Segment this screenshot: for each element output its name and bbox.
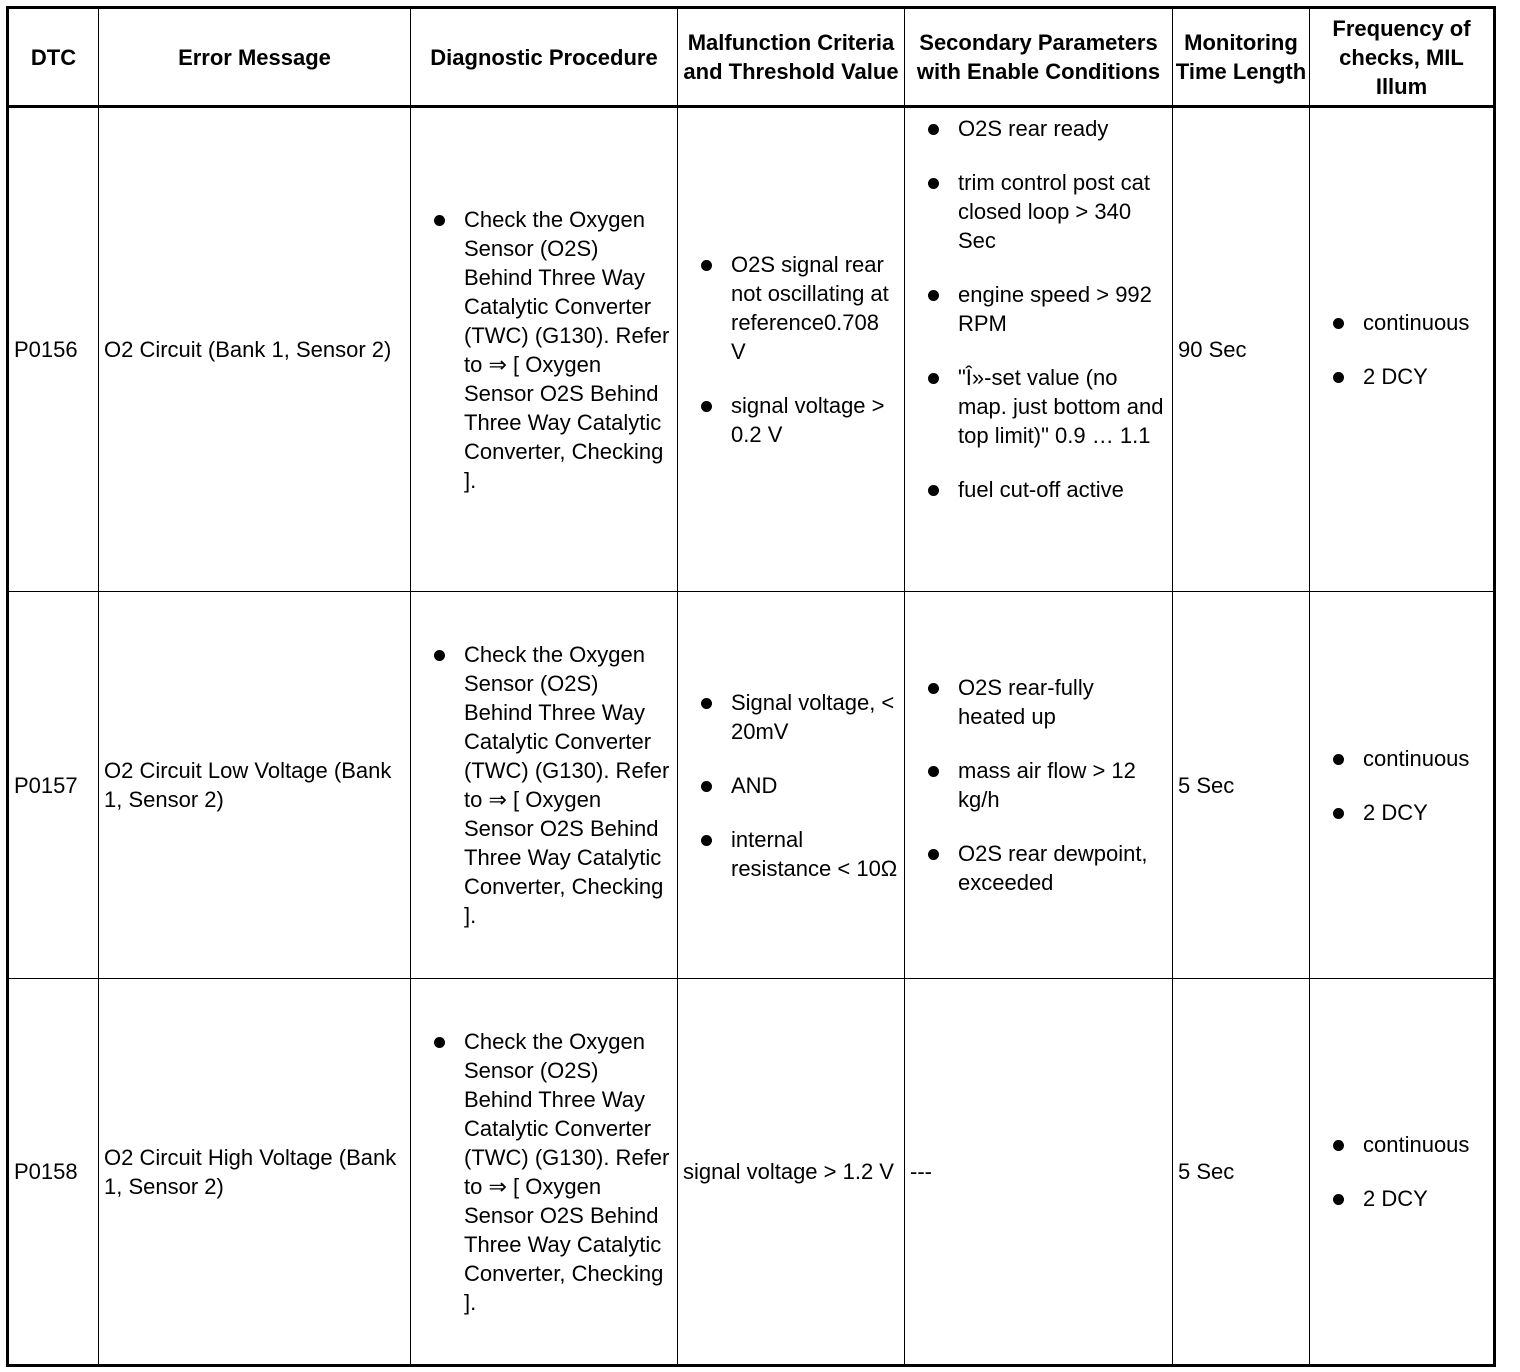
error-message: O2 Circuit Low Voltage (Bank 1, Sensor 2) <box>99 592 411 979</box>
dtc-code: P0158 <box>8 979 99 1366</box>
procedure-list <box>416 205 672 495</box>
error-message: O2 Circuit High Voltage (Bank 1, Sensor 2) <box>99 979 411 1366</box>
frequency-cell <box>1310 979 1495 1366</box>
monitoring-time: 5 Sec <box>1173 592 1310 979</box>
malfunction-list <box>683 688 899 883</box>
dtc-code: P0156 <box>8 107 99 592</box>
frequency-list <box>1315 744 1488 827</box>
malfunction-criteria-text: signal voltage > 1.2 V <box>678 979 905 1366</box>
header-error-message: Error Message <box>99 8 411 107</box>
header-monitoring-time: Monitoring Time Length <box>1173 8 1310 107</box>
malfunction-criteria-cell <box>678 592 905 979</box>
frequency-item: continuous <box>1315 308 1488 337</box>
malfunction-item: AND <box>683 771 899 800</box>
secondary-parameters-cell <box>905 592 1173 979</box>
monitoring-time: 5 Sec <box>1173 979 1310 1366</box>
header-diagnostic-procedure: Diagnostic Procedure <box>411 8 678 107</box>
secondary-list <box>910 673 1167 897</box>
table-row <box>8 979 1495 1366</box>
secondary-parameters-cell <box>905 107 1173 592</box>
secondary-item: engine speed > 992 RPM <box>910 280 1167 338</box>
procedure-list <box>416 640 672 930</box>
header-malfunction-criteria: Malfunction Criteria and Threshold Value <box>678 8 905 107</box>
frequency-item: 2 DCY <box>1315 362 1488 391</box>
header-frequency: Frequency of checks, MIL Illum <box>1310 8 1495 107</box>
secondary-item: O2S rear dewpoint, exceeded <box>910 839 1167 897</box>
frequency-cell <box>1310 107 1495 592</box>
secondary-item: O2S rear-fully heated up <box>910 673 1167 731</box>
secondary-parameters-text: --- <box>905 979 1173 1366</box>
secondary-list <box>910 114 1167 504</box>
secondary-item: "Î»-set value (no map. just bottom and top limit)" 0.9 … 1.1 <box>910 363 1167 450</box>
malfunction-list <box>683 250 899 449</box>
malfunction-item: signal voltage > 0.2 V <box>683 391 899 449</box>
malfunction-item: O2S signal rear not oscillating at reference0.708 V <box>683 250 899 366</box>
diagnostic-procedure-cell <box>411 592 678 979</box>
frequency-item: continuous <box>1315 744 1488 773</box>
procedure-item: Check the Oxygen Sensor (O2S) Behind Three Way Catalytic Converter (TWC) (G130). Refer to ⇒ [ Oxygen Sensor O2S Behind Three Way Catalytic Converter, Checking ]. <box>416 205 672 495</box>
header-row <box>8 8 1495 107</box>
monitoring-time: 90 Sec <box>1173 107 1310 592</box>
malfunction-item: Signal voltage, < 20mV <box>683 688 899 746</box>
secondary-item: mass air flow > 12 kg/h <box>910 756 1167 814</box>
secondary-item: trim control post cat closed loop > 340 Sec <box>910 168 1167 255</box>
frequency-list <box>1315 1130 1488 1213</box>
frequency-cell <box>1310 592 1495 979</box>
table-row <box>8 592 1495 979</box>
header-dtc: DTC <box>8 8 99 107</box>
dtc-table <box>6 6 1496 1367</box>
malfunction-criteria-cell <box>678 107 905 592</box>
header-secondary-parameters: Secondary Parameters with Enable Conditions <box>905 8 1173 107</box>
frequency-list <box>1315 308 1488 391</box>
secondary-item: O2S rear ready <box>910 114 1167 143</box>
secondary-item: fuel cut-off active <box>910 475 1167 504</box>
dtc-code: P0157 <box>8 592 99 979</box>
diagnostic-procedure-cell <box>411 979 678 1366</box>
malfunction-item: internal resistance < 10Ω <box>683 825 899 883</box>
procedure-item: Check the Oxygen Sensor (O2S) Behind Three Way Catalytic Converter (TWC) (G130). Refer to ⇒ [ Oxygen Sensor O2S Behind Three Way Catalytic Converter, Checking ]. <box>416 640 672 930</box>
frequency-item: 2 DCY <box>1315 798 1488 827</box>
table-row <box>8 107 1495 592</box>
diagnostic-procedure-cell <box>411 107 678 592</box>
frequency-item: 2 DCY <box>1315 1184 1488 1213</box>
frequency-item: continuous <box>1315 1130 1488 1159</box>
procedure-item: Check the Oxygen Sensor (O2S) Behind Three Way Catalytic Converter (TWC) (G130). Refer to ⇒ [ Oxygen Sensor O2S Behind Three Way Catalytic Converter, Checking ]. <box>416 1027 672 1317</box>
error-message: O2 Circuit (Bank 1, Sensor 2) <box>99 107 411 592</box>
procedure-list <box>416 1027 672 1317</box>
